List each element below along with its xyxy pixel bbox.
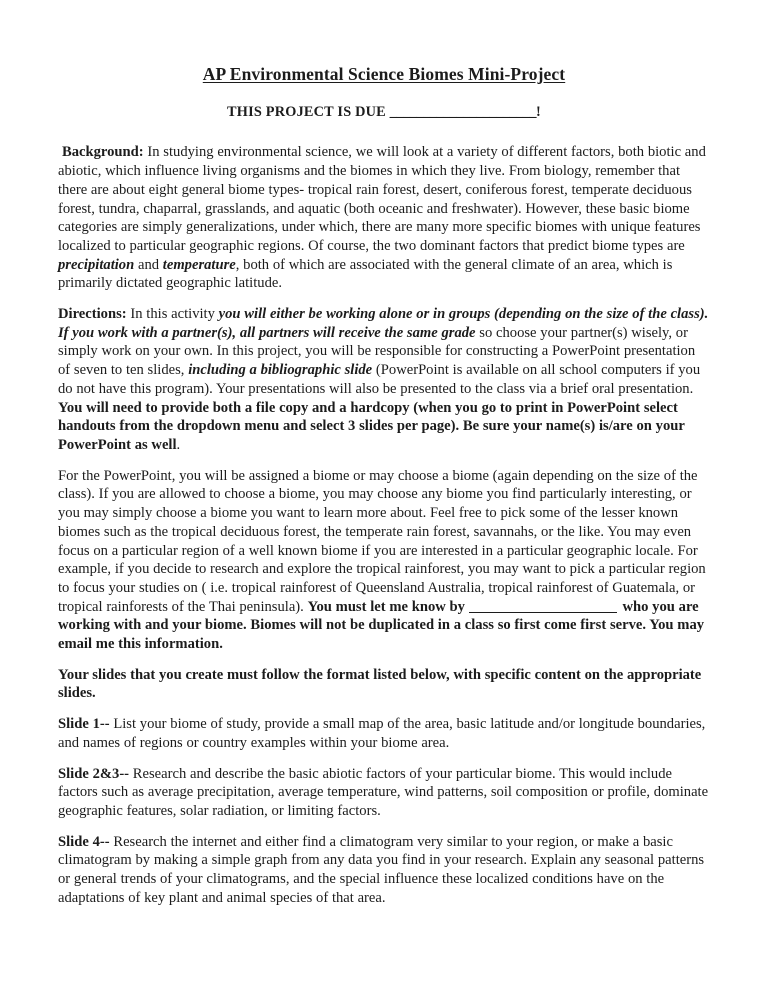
directions-text-2: so choose your partner(s) wisely, or simply work on your own. In this project, you will be responsible for constructing a PowerPoint presentation of seven to ten slides, xyxy=(58,324,696,379)
slide-2-text: Research and describe the basic abiotic factors of your particular biome. This would include factors such as average precipitation, average temperature, wind patterns, soil composition or profile, dominate geographic features, solar radiation, or limiting factors. xyxy=(58,765,709,819)
background-emphasis-temperature: temperature xyxy=(162,256,236,273)
page-title-text: AP Environmental Science Biomes Mini-Project xyxy=(202,64,566,84)
directions-bold-1: You will need to provide both a file copy and a hardcopy (when you go to print in PowerPoint select handouts from the dropdown menu and select 3 slides per page). Be sure your name(s) is/are on your PowerPoint as well xyxy=(58,399,685,453)
biome-choice-text-1: For the PowerPoint, you will be assigned a biome or may choose a biome (again depending on the size of the class). If you are allowed to choose a biome, you may choose any biome you find particularly interesting, or you may simply choose a biome you want to learn more about. Feel free to pick some of the lesser known biomes such as the tropical deciduous forest, the temperate rain forest, savannahs, or the like. You may even focus on a particular region of a well known biome if you are interested in a particular geographic locale. For example, if you decide to research and explore the tropical rainforest, you may want to pick a particular region to focus your studies on ( i.e. tropical rainforest of Queensland Australia, tropical rainforest of Guatemala, or tropical rainforests of the Thai peninsula). xyxy=(58,467,706,615)
slide-item-2 xyxy=(58,765,710,821)
slide-2-label: Slide 2&3-- xyxy=(58,765,130,782)
slide-1-label: Slide 1-- xyxy=(58,716,110,733)
directions-text-1: In this activity xyxy=(126,306,219,323)
page-title xyxy=(58,64,710,86)
due-date-line xyxy=(58,103,710,122)
directions-text-3: (PowerPoint is available on all school computers if you do not have this program). Your presentations will also be presented to the class via a brief oral presentation. xyxy=(58,362,701,397)
biome-fill-in-blank xyxy=(469,612,617,613)
slide-item-3 xyxy=(58,833,710,908)
due-date-label: THIS PROJECT IS DUE xyxy=(227,103,386,120)
slide-1-text: List your biome of study, provide a small map of the area, basic latitude and/or longitude boundaries, and names of regions or country examples within your biome area. xyxy=(58,716,706,751)
biome-choice-bold-1: You must let me know by xyxy=(307,598,465,615)
directions-heading: Directions: xyxy=(58,306,127,323)
background-paragraph xyxy=(58,143,710,293)
slide-item-1 xyxy=(58,715,710,752)
directions-text-4: . xyxy=(176,437,181,453)
slides-intro-paragraph xyxy=(58,666,710,703)
slide-4-text: Research the internet and either find a climatogram very similar to your region, or make a basic climatogram by making a simple graph from any data you find in your research. Explain any seasonal patterns or general trends of your climatograms, and the special influence these localized conditions have on the adaptations of key plant and animal species of that area. xyxy=(58,833,705,906)
background-text-1: In studying environmental science, we will look at a variety of different factors, both biotic and abiotic, which influence living organisms and the biomes in which they live. From biology, remember that there are about eight general biome types- tropical rain forest, desert, coniferous forest, temperate deciduous forest, tundra, chaparral, grasslands, and aquatic (both oceanic and freshwater). However, these basic biome categories are simply generalizations, under which, there are many more specific biomes with unique features localized to particular geographic regions. Of course, the two dominant factors that predict biome types are xyxy=(58,144,706,254)
due-date-suffix: ! xyxy=(535,103,541,120)
background-heading: Background: xyxy=(62,144,144,161)
directions-emphasis-2: including a bibliographic slide xyxy=(188,362,373,379)
slide-4-label: Slide 4-- xyxy=(58,833,110,850)
biome-choice-bold-2: who you are working with and your biome. Biomes will not be duplicated in a class so first come first serve. You may email me this information. xyxy=(58,598,705,653)
background-text-3: , both of which are associated with the general climate of an area, which is primarily dictated geographic latitude. xyxy=(58,256,673,292)
directions-paragraph xyxy=(58,305,710,455)
due-date-blank: ______________________ xyxy=(389,103,536,120)
background-text-2: and xyxy=(134,256,163,273)
background-emphasis-precipitation: precipitation xyxy=(58,256,135,273)
slides-intro-text: Your slides that you create must follow the format listed below, with specific content on the appropriate slides. xyxy=(58,666,702,702)
biome-choice-paragraph xyxy=(58,467,710,654)
directions-emphasis-1: you will either be working alone or in groups (depending on the size of the class). If you work with a partner(s), all partners will receive the same grade xyxy=(58,306,709,341)
